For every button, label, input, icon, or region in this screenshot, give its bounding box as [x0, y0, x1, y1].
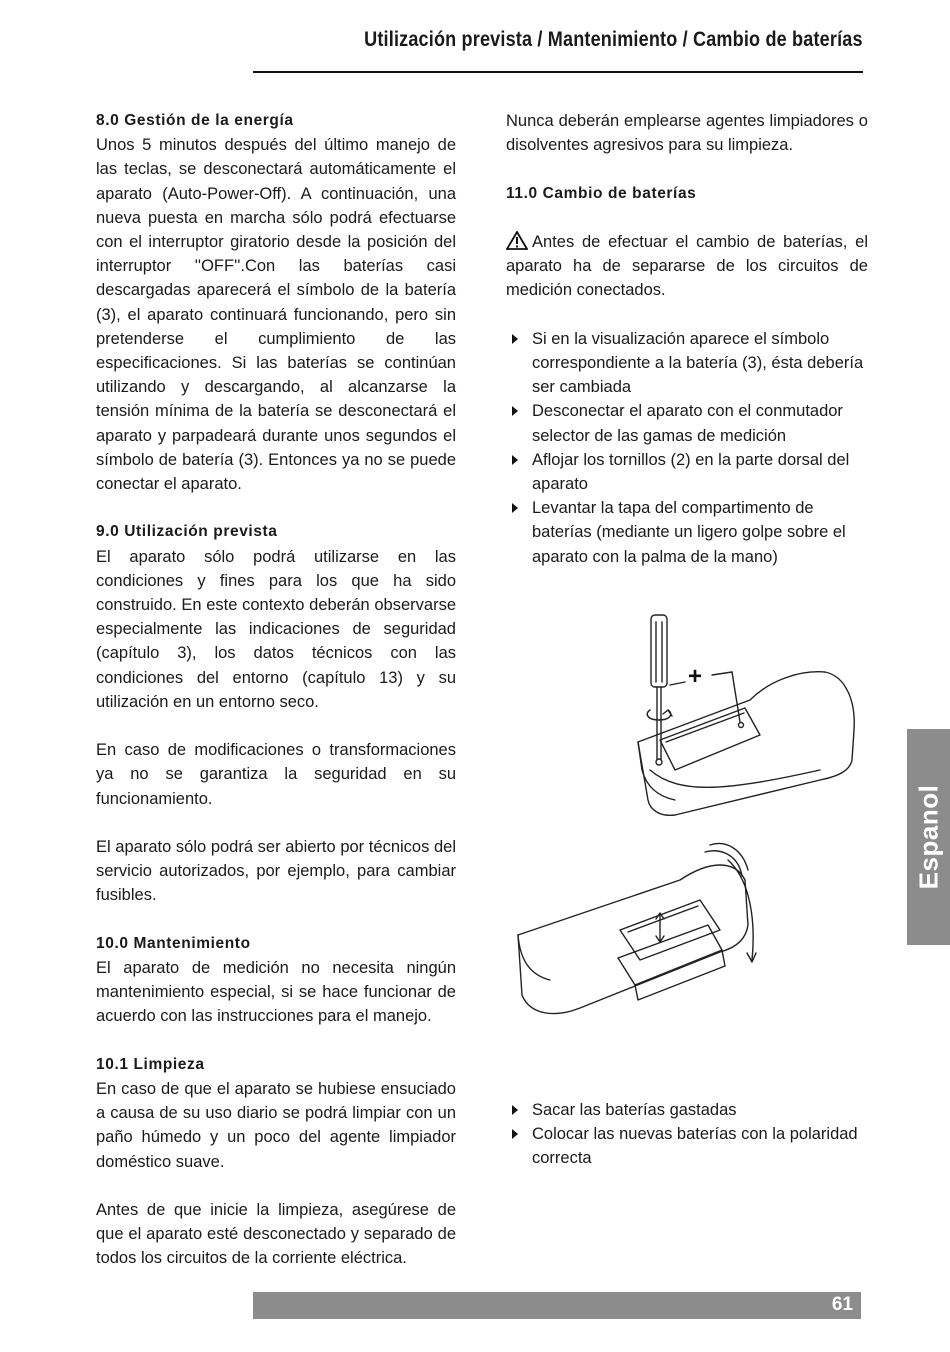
- list-item: Colocar las nuevas baterías con la polaridad correcta: [506, 1122, 868, 1170]
- list-item: Sacar las baterías gastadas: [506, 1098, 868, 1122]
- warning-triangle-icon: [506, 231, 528, 250]
- battery-steps-list-2: [506, 1098, 868, 1171]
- cleaning-warning-text: Nunca deberán emplearse agentes limpiadores o disolventes agresivos para su limpieza.: [506, 112, 868, 155]
- section-10-1-heading: 10.1 Limpieza: [96, 1055, 205, 1073]
- section-8-heading: 8.0 Gestión de la energía: [96, 112, 294, 129]
- screwdriver-illustration: [620, 610, 860, 820]
- list-item: Desconectar el aparato con el conmutador selector de las gamas de medición: [506, 399, 868, 447]
- section-9-paragraph-1: El aparato sólo podrá utilizarse en las condiciones y fines para los que ha sido construido. En este contexto deberán observarse especialmente las indicaciones de seguridad (capítulo 3), los datos técnicos con las condiciones del entorno (capítulo 13) y su utilización en un entorno seco.: [96, 547, 456, 711]
- header-rule: [253, 71, 863, 73]
- list-item: Si en la visualización aparece el símbolo correspondiente a la batería (3), ésta debería ser cambiada: [506, 327, 868, 400]
- list-item: Levantar la tapa del compartimento de baterías (mediante un ligero golpe sobre el aparato con la palma de la mano): [506, 496, 868, 569]
- section-10-1-paragraph-2: Antes de que inicie la limpieza, asegúrese de que el aparato esté desconectado y separado de todos los circuitos de la corriente eléctrica.: [96, 1201, 456, 1268]
- bullet-arrow-icon: [512, 503, 518, 513]
- list-item: Aflojar los tornillos (2) en la parte dorsal del aparato: [506, 448, 868, 496]
- bullet-arrow-icon: [512, 406, 518, 416]
- left-column: [96, 109, 456, 1271]
- section-10-text: El aparato de medición no necesita ningún mantenimiento especial, si se hace funcionar de acuerdo con las instrucciones para el manejo.: [96, 959, 456, 1026]
- section-10-heading: 10.0 Mantenimiento: [96, 934, 251, 952]
- section-9-paragraph-2: En caso de modificaciones o transformaciones ya no se garantiza la seguridad en su funcionamiento.: [96, 741, 456, 808]
- footer-bar: [253, 1292, 861, 1319]
- battery-warning: [506, 230, 868, 303]
- battery-lid-illustration: [510, 840, 780, 1050]
- page-header-title: Utilización prevista / Mantenimiento / Cambio de baterías: [364, 28, 863, 51]
- right-column: [506, 109, 868, 569]
- page-number: 61: [831, 1294, 853, 1315]
- section-11-heading: 11.0 Cambio de baterías: [506, 184, 697, 202]
- right-column-bottom: [506, 1098, 868, 1171]
- language-tab-label: Espanol: [913, 784, 943, 890]
- battery-steps-list: [506, 327, 868, 569]
- language-side-tab: [907, 729, 950, 945]
- bullet-arrow-icon: [512, 334, 518, 344]
- section-9-heading: 9.0 Utilización prevista: [96, 523, 278, 541]
- section-9-paragraph-3: El aparato sólo podrá ser abierto por técnicos del servicio autorizados, por ejemplo, para cambiar fusibles.: [96, 838, 456, 905]
- battery-warning-text: Antes de efectuar el cambio de baterías, el aparato ha de separarse de los circuitos de medición conectados.: [506, 232, 868, 300]
- bullet-arrow-icon: [512, 1129, 518, 1139]
- section-8-text: Unos 5 minutos después del último manejo de las teclas, se desconectará automáticamente el aparato (Auto-Power-Off). A continuación, una nueva puesta en marcha sólo podrá efectuarse con el interruptor giratorio desde la posición del interruptor ''OFF''.Con las baterías casi descargadas aparecerá el símbolo de la batería (3), el aparato continuará funcionando, pero sin pretenderse el cumplimiento de las especificaciones. Si las baterías se continúan utilizando y descargando, al alcanzarse la tensión mínima de la batería se desconectará el aparato y parpadeará durante unos segundos el símbolo de batería (3). Entonces ya no se puede conectar el aparato.: [96, 136, 456, 494]
- plus-marker: +: [688, 663, 703, 690]
- bullet-arrow-icon: [512, 455, 518, 465]
- section-10-1-paragraph-1: En caso de que el aparato se hubiese ensuciado a causa de su uso diario se podrá limpiar con un paño húmedo y un poco del agente limpiador doméstico suave.: [96, 1080, 456, 1171]
- bullet-arrow-icon: [512, 1105, 518, 1115]
